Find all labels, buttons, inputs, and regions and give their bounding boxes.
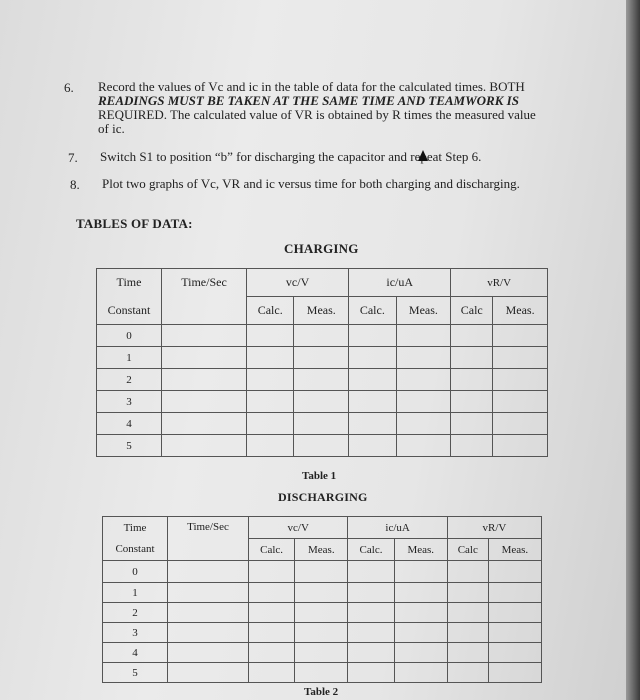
vr-header: vR/V [451, 269, 548, 297]
step-7-number: 7. [68, 150, 78, 165]
step-7-text: Switch S1 to position “b” for discharging the capacitor and repeat Step 6. [100, 149, 482, 164]
constant-header: Constant [97, 297, 162, 325]
mouse-cursor-icon [418, 150, 428, 161]
time-constant-cell: 3 [103, 623, 168, 643]
time-header: Time [103, 517, 168, 539]
table-2-caption: Table 2 [304, 686, 339, 698]
time-sec-header: Time/Sec [162, 269, 247, 325]
time-constant-cell: 1 [103, 583, 168, 603]
ic-meas-header: Meas. [396, 297, 451, 325]
time-constant-cell: 4 [103, 643, 168, 663]
vc-calc-header: Calc. [247, 297, 294, 325]
time-constant-cell: 5 [97, 435, 162, 457]
time-constant-cell: 1 [97, 347, 162, 369]
step-6-line-1: Record the values of Vc and ic in the table of data for the calculated times. BOTH [98, 79, 525, 94]
ic-calc-header: Calc. [349, 297, 396, 325]
ic-header: ic/uA [348, 517, 447, 539]
charging-table [96, 268, 548, 457]
vc-meas-header: Meas. [294, 297, 349, 325]
time-constant-cell: 2 [103, 603, 168, 623]
charging-title: CHARGING [284, 241, 359, 256]
ic-calc-header: Calc. [348, 539, 394, 561]
tables-heading: TABLES OF DATA: [76, 216, 193, 231]
step-6-line-4: of ic. [98, 121, 125, 136]
ic-header: ic/uA [349, 269, 451, 297]
page-edge-shadow [626, 0, 640, 700]
step-6-line-2: READINGS MUST BE TAKEN AT THE SAME TIME AND TEAMWORK IS [98, 93, 519, 108]
time-constant-cell: 0 [103, 561, 168, 583]
time-constant-cell: 5 [103, 663, 168, 683]
vc-header: vc/V [249, 517, 348, 539]
time-header: Time [97, 269, 162, 297]
step-8-number: 8. [70, 177, 80, 192]
discharging-table [102, 516, 542, 683]
vc-header: vc/V [247, 269, 349, 297]
ic-meas-header: Meas. [394, 539, 447, 561]
step-6-text [98, 80, 536, 136]
discharging-title: DISCHARGING [278, 490, 368, 504]
time-sec-header: Time/Sec [168, 517, 249, 561]
vc-meas-header: Meas. [295, 539, 348, 561]
vr-calc-header: Calc [451, 297, 493, 325]
vr-meas-header: Meas. [488, 539, 541, 561]
table-1-caption: Table 1 [302, 470, 337, 482]
time-constant-cell: 0 [97, 325, 162, 347]
vr-header: vR/V [447, 517, 541, 539]
constant-header: Constant [103, 539, 168, 561]
step-8-text: Plot two graphs of Vc, VR and ic versus time for both charging and discharging. [102, 176, 520, 191]
step-6-number: 6. [64, 80, 74, 95]
vr-meas-header: Meas. [493, 297, 548, 325]
vr-calc-header: Calc [447, 539, 488, 561]
time-constant-cell: 3 [97, 391, 162, 413]
vc-calc-header: Calc. [249, 539, 295, 561]
step-6-line-3: REQUIRED. The calculated value of VR is obtained by R times the measured value [98, 107, 536, 122]
time-constant-cell: 4 [97, 413, 162, 435]
time-constant-cell: 2 [97, 369, 162, 391]
